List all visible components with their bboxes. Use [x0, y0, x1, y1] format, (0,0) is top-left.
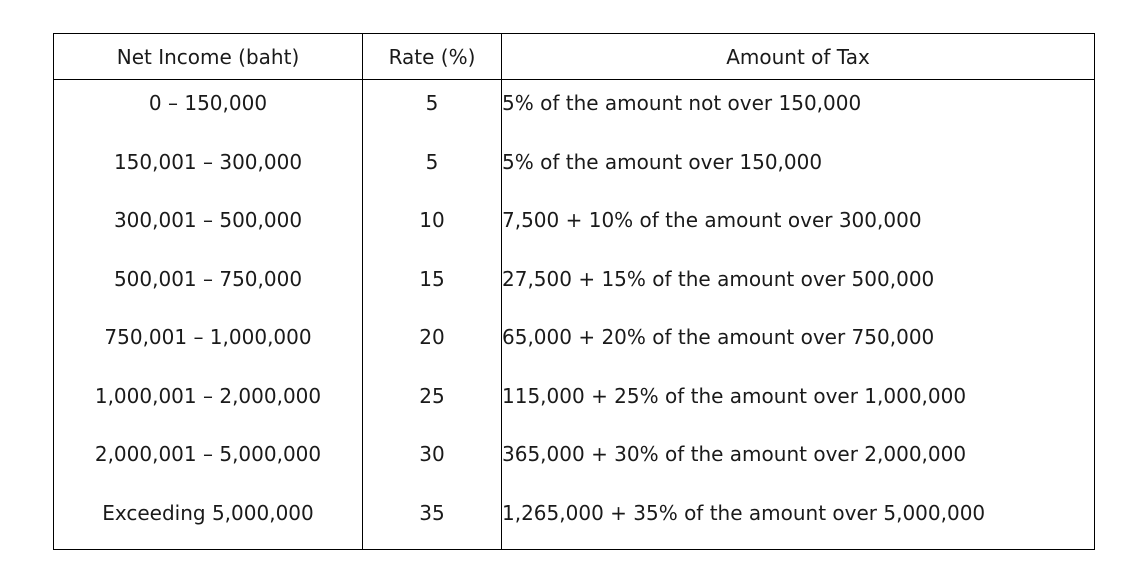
tax-rate-table — [53, 33, 1095, 550]
rate-cell: 5 — [363, 139, 502, 198]
income-cell: 0 – 150,000 — [54, 80, 363, 139]
rate-cell: 20 — [363, 314, 502, 373]
table-row — [54, 256, 1095, 315]
income-cell: 750,001 – 1,000,000 — [54, 314, 363, 373]
header-amount-of-tax: Amount of Tax — [502, 34, 1095, 80]
amount-cell: 5% of the amount not over 150,000 — [502, 80, 1095, 139]
table-row — [54, 373, 1095, 432]
table-row — [54, 80, 1095, 139]
income-cell: 1,000,001 – 2,000,000 — [54, 373, 363, 432]
rate-cell: 30 — [363, 431, 502, 490]
header-rate: Rate (%) — [363, 34, 502, 80]
header-net-income: Net Income (baht) — [54, 34, 363, 80]
income-cell: 500,001 – 750,000 — [54, 256, 363, 315]
table-row — [54, 139, 1095, 198]
rate-cell: 35 — [363, 490, 502, 550]
amount-cell: 1,265,000 + 35% of the amount over 5,000,000 — [502, 490, 1095, 550]
header-row — [54, 34, 1095, 80]
rate-cell: 15 — [363, 256, 502, 315]
table-header — [54, 34, 1095, 80]
amount-cell: 5% of the amount over 150,000 — [502, 139, 1095, 198]
income-cell: 300,001 – 500,000 — [54, 197, 363, 256]
rate-cell: 25 — [363, 373, 502, 432]
amount-cell: 65,000 + 20% of the amount over 750,000 — [502, 314, 1095, 373]
table-body — [54, 80, 1095, 550]
income-cell: 150,001 – 300,000 — [54, 139, 363, 198]
table-row — [54, 314, 1095, 373]
amount-cell: 365,000 + 30% of the amount over 2,000,000 — [502, 431, 1095, 490]
amount-cell: 27,500 + 15% of the amount over 500,000 — [502, 256, 1095, 315]
amount-cell: 115,000 + 25% of the amount over 1,000,000 — [502, 373, 1095, 432]
table-row — [54, 490, 1095, 550]
rate-cell: 10 — [363, 197, 502, 256]
rate-cell: 5 — [363, 80, 502, 139]
table-row — [54, 431, 1095, 490]
income-cell: Exceeding 5,000,000 — [54, 490, 363, 550]
income-cell: 2,000,001 – 5,000,000 — [54, 431, 363, 490]
table-row — [54, 197, 1095, 256]
amount-cell: 7,500 + 10% of the amount over 300,000 — [502, 197, 1095, 256]
